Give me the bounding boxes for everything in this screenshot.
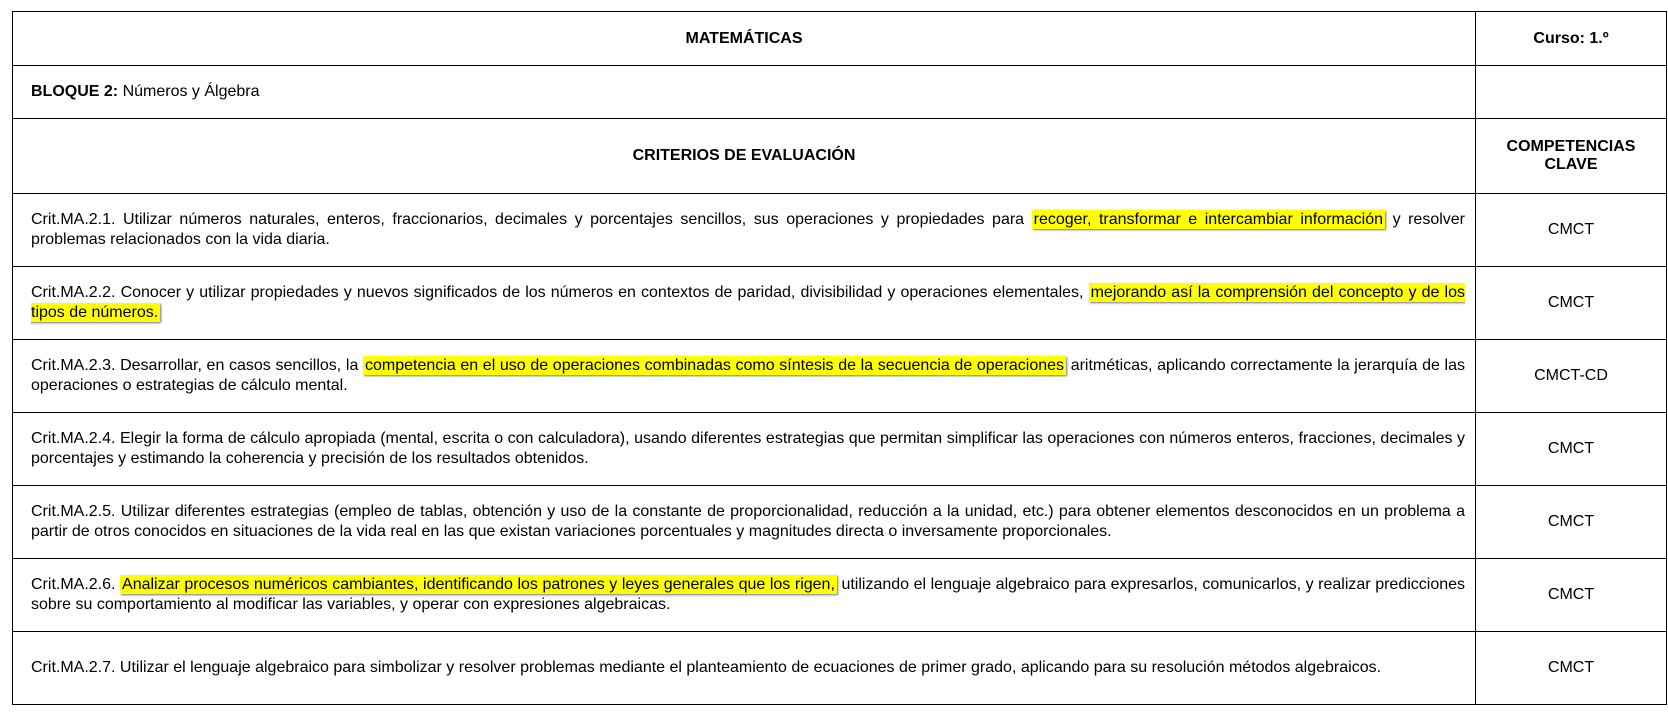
- criteria-table: [12, 11, 1667, 705]
- criterion-highlight: competencia en el uso de operaciones combinadas como síntesis de la secuencia de operaciones: [365, 357, 1065, 374]
- criterion-row: [13, 632, 1667, 705]
- criterion-text-rest: utilizando el lenguaje algebraico para expresarlos, comunicarlos, y realizar predicciones sobre su comportamiento al modificar las variables, y operar con expresiones algebraicas.: [31, 576, 1466, 613]
- criterion-text: [13, 267, 1476, 340]
- block-name: Números y Álgebra: [122, 83, 260, 100]
- column-header-row: [13, 119, 1667, 194]
- criterion-text-plain: Crit.MA.2.3. Desarrollar, en casos sencillos, la: [31, 357, 363, 374]
- criterion-text-plain: Crit.MA.2.7. Utilizar el lenguaje algebraico para simbolizar y resolver problemas mediante el planteamiento de ecuaciones de primer grado, aplicando para su resolución métodos algebraicos.: [31, 659, 1382, 676]
- criterion-highlight: recoger, transformar e intercambiar información: [1033, 211, 1384, 228]
- criterion-text: [13, 340, 1476, 413]
- criterion-text-plain: Crit.MA.2.4. Elegir la forma de cálculo apropiada (mental, escrita o con calculadora), usando diferentes estrategias que permitan simplificar las operaciones con números enteros, fracciones, decimales y porcentajes y estimando la coherencia y precisión de los resultados obtenidos.: [31, 430, 1465, 467]
- criterion-highlight: Analizar procesos numéricos cambiantes, identificando los patrones y leyes generales que los rigen,: [122, 576, 835, 593]
- course-label: Curso: 1.º: [1476, 12, 1667, 66]
- criterion-text-rest: aritméticas, aplicando correctamente la jerarquía de las operaciones o estrategias de cálculo mental.: [31, 357, 1465, 394]
- competencies-header-text: COMPETENCIAS CLAVE: [1506, 138, 1636, 173]
- criterion-text: [13, 486, 1476, 559]
- block-empty-cell: [1476, 66, 1667, 119]
- competencies-column-header: [1476, 119, 1667, 194]
- header-row: [13, 12, 1667, 66]
- block-cell: [13, 66, 1476, 119]
- criterion-text-plain: Crit.MA.2.5. Utilizar diferentes estrategias (empleo de tablas, obtención y uso de la constante de proporcionalidad, reducción a la unidad, etc.) para obtener elementos desconocidos en un problema a partir de otros conocidos en situaciones de la vida real en las que existan variaciones porcentuales y magnitudes directa o inversamente proporcionales.: [31, 503, 1465, 540]
- criterion-row: [13, 486, 1667, 559]
- criterion-text: [13, 559, 1476, 632]
- criterion-row: [13, 413, 1667, 486]
- block-row: [13, 66, 1667, 119]
- curriculum-document: [12, 11, 1666, 705]
- block-label: BLOQUE 2:: [31, 83, 119, 100]
- criterion-row: [13, 267, 1667, 340]
- criterion-highlight: mejorando así la comprensión del concepto y de los tipos de números.: [31, 284, 1465, 321]
- subject-title: MATEMÁTICAS: [13, 12, 1476, 66]
- competency-code: CMCT: [1476, 194, 1667, 267]
- criterion-row: [13, 194, 1667, 267]
- criterion-text: [13, 194, 1476, 267]
- criterion-row: [13, 559, 1667, 632]
- competency-code: CMCT: [1476, 632, 1667, 705]
- criterion-text-plain: Crit.MA.2.2. Conocer y utilizar propiedades y nuevos significados de los números en contextos de paridad, divisibilidad y operaciones elementales,: [31, 284, 1089, 301]
- competency-code: CMCT: [1476, 486, 1667, 559]
- criterion-text-plain: Crit.MA.2.1. Utilizar números naturales, enteros, fraccionarios, decimales y porcentajes sencillos, sus operaciones y propiedades para: [31, 211, 1032, 228]
- competency-code: CMCT: [1476, 559, 1667, 632]
- criteria-column-header: CRITERIOS DE EVALUACIÓN: [13, 119, 1476, 194]
- criterion-row: [13, 340, 1667, 413]
- criterion-text: [13, 413, 1476, 486]
- criterion-text-rest: y resolver problemas relacionados con la vida diaria.: [31, 211, 1466, 248]
- criterion-text: [13, 632, 1476, 705]
- competency-code: CMCT-CD: [1476, 340, 1667, 413]
- criterion-text-plain: Crit.MA.2.6.: [31, 576, 121, 593]
- competency-code: CMCT: [1476, 413, 1667, 486]
- competency-code: CMCT: [1476, 267, 1667, 340]
